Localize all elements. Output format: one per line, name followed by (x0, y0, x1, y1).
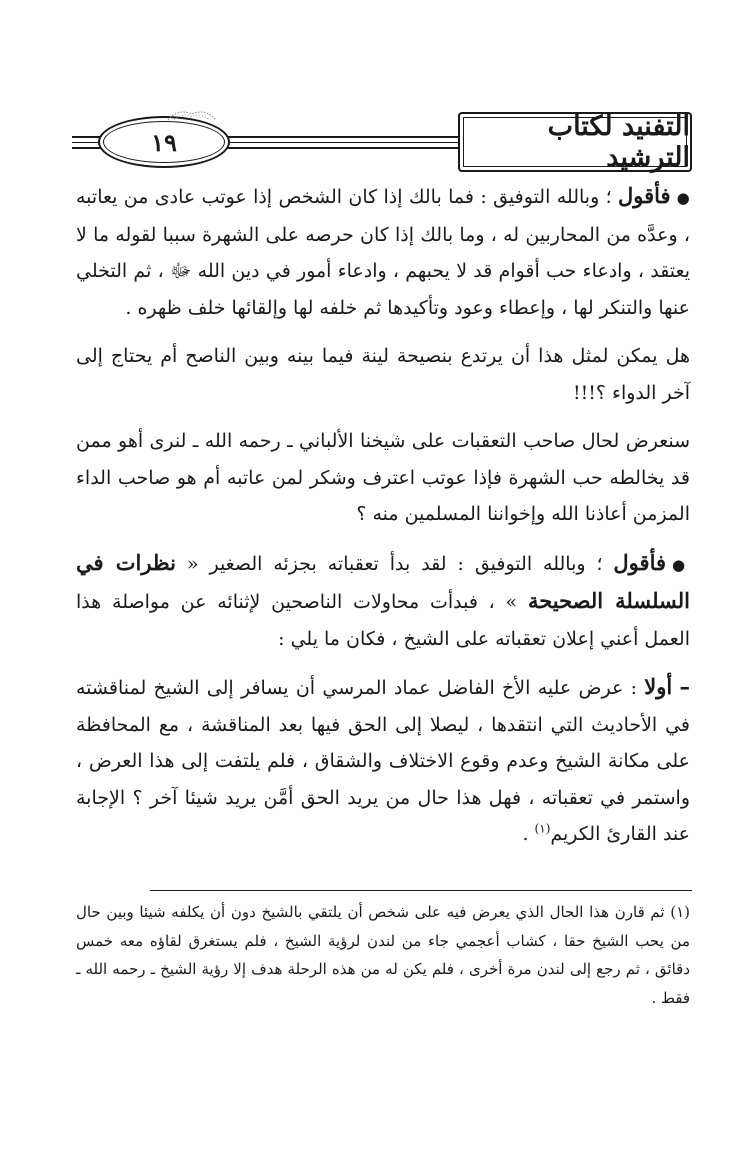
paragraph (76, 178, 690, 326)
footnote-text: (١) ثم قارن هذا الحال الذي يعرض فيه على شخص أن يلتقي بالشيخ دون أن يكلفه شيئا وبين حال من يحب الشيخ حقا ، كشاب أعجمي جاء من لندن لرؤية الشيخ ، فلم يستغرق لقاؤه معه خمس دقائق ، ثم رجع إلى لندن مرة أخرى ، فلم يكن له من هذه الرحلة هدف إلا رؤية الشيخ ـ رحمه الله ـ فقط . (76, 903, 690, 1007)
lead-word: فأقول (613, 549, 667, 575)
paragraph (76, 545, 690, 658)
lead-word: أولا (644, 674, 673, 699)
main-text (76, 178, 690, 865)
bullet-icon: ● (672, 555, 690, 574)
paragraph (76, 669, 690, 853)
bullet-icon: ● (676, 189, 690, 207)
paragraph-text: » ، فبدأت محاولات الناصحين لإثنائه عن مواصلة هذا العمل أعني إعلان تعقباته على الشيخ ، فكان ما يلي : (76, 591, 690, 650)
book-title-box (458, 112, 692, 172)
page-number-oval (98, 116, 230, 168)
book-title: التفنيد لكتاب الترشيد (547, 111, 690, 173)
paragraph-end: . (522, 823, 535, 845)
paragraph-text: ؛ وبالله التوفيق : فما بالك إذا كان الشخص إذا عوتب عادى من يعاتبه ، وعدَّه من المحاربين له ، وما بالك إذا كان حرصه على الشهرة سببا لقوله ما لا يعتقد ، وادعاء حب أقوام قد لا يحبهم ، وادعاء أمور في دين الله ﷻ ، ثم التخلي عنها والتنكر لها ، وإعطاء وعود وتأكيدها ثم خلفه لها وإلقائها خلف ظهره . (76, 186, 690, 319)
lead-word: فأقول (618, 183, 671, 208)
footnote-divider (150, 890, 692, 891)
paragraph (76, 423, 690, 533)
paragraph-text: ؛ وبالله التوفيق : لقد بدأ تعقباته بجزئه الصغير « (176, 552, 614, 575)
floral-ornament-icon (164, 106, 220, 122)
paragraph-text: : عرض عليه الأخ الفاضل عماد المرسي أن يسافر إلى الشيخ لمناقشته في الأحاديث التي انتقدها ، ليصلا إلى الحق فيها بعد المناقشة ، مع المحافظة على مكانة الشيخ وعدم وقوع الاختلاف والشقاق ، فلم يلتفت إلى هذا العرض ، واستمر في تعقباته ، فهل هذا حال من يريد الحق أمَّن يريد شيئا آخر ؟ الإجابة عند القارئ الكريم (76, 677, 690, 845)
page-number: ١٩ (151, 127, 177, 157)
paragraph-text: سنعرض لحال صاحب التعقبات على شيخنا الألباني ـ رحمه الله ـ لنرى أهو ممن قد يخالطه حب الشهرة فإذا عوتب اعترف وشكر لمن عاتبه أم هو صاحب الداء المزمن أعاذنا الله وإخواننا المسلمين منه ؟ (76, 430, 690, 525)
footnote-reference: (١) (534, 821, 551, 836)
running-header (72, 111, 692, 173)
footnote (76, 898, 690, 1012)
book-reference: نظرات في السلسلة الصحيحة (76, 549, 690, 613)
dash-marker: – (679, 674, 690, 699)
paragraph-text: هل يمكن لمثل هذا أن يرتدع بنصيحة لينة فيما بينه وبين الناصح أم يحتاج إلى آخر الدواء ؟!!! (76, 345, 690, 404)
paragraph (76, 338, 690, 411)
